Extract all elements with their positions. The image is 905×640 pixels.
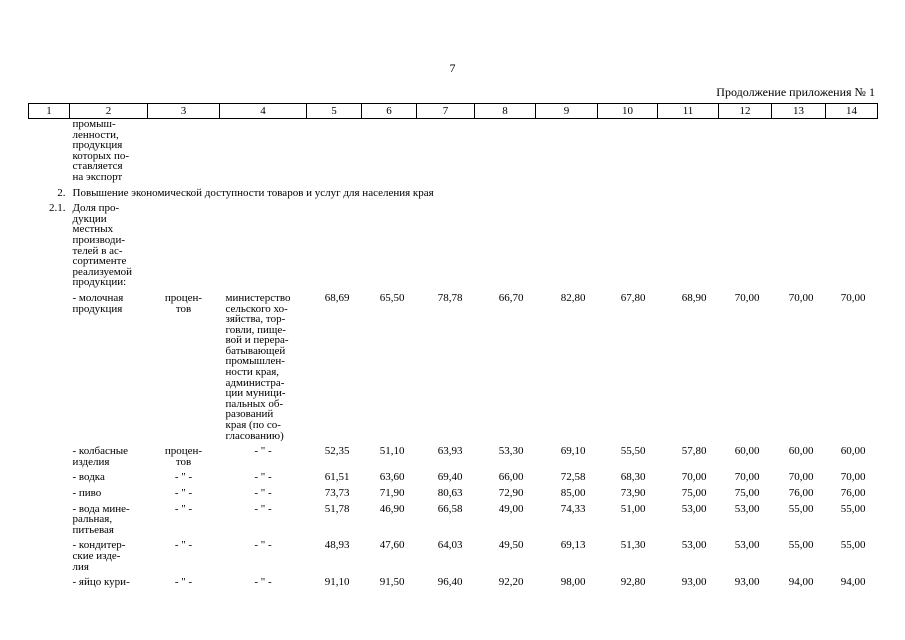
value-cell: 74,33 bbox=[560, 502, 586, 515]
column-header: 8 bbox=[475, 104, 536, 119]
column-header: 14 bbox=[826, 104, 878, 119]
value-cell: 70,00 bbox=[840, 471, 866, 484]
value-cell: 55,00 bbox=[840, 539, 866, 552]
value-cell: 60,00 bbox=[788, 445, 814, 458]
value-cell: 67,80 bbox=[620, 291, 646, 304]
value-cell: 78,78 bbox=[437, 291, 463, 304]
value-cell: 63,60 bbox=[379, 471, 405, 484]
table-row bbox=[29, 535, 878, 572]
value-cell: 73,73 bbox=[324, 487, 350, 499]
value-cell: 70,00 bbox=[734, 291, 760, 304]
subsection-row bbox=[29, 198, 878, 288]
column-header: 13 bbox=[772, 104, 826, 119]
value-cell: 98,00 bbox=[560, 576, 586, 589]
value-cell: 70,00 bbox=[681, 471, 707, 484]
table-row bbox=[29, 467, 878, 483]
value-cell: 70,00 bbox=[840, 291, 866, 304]
section-title: Повышение экономической доступности товаров и услуг для населения края bbox=[72, 186, 434, 199]
value-cell: 68,90 bbox=[681, 291, 707, 304]
value-cell: 66,70 bbox=[498, 291, 524, 304]
value-cell: 68,69 bbox=[324, 291, 350, 304]
value-cell: 92,80 bbox=[620, 576, 646, 589]
value-cell: 51,30 bbox=[620, 539, 646, 552]
value-cell: 70,00 bbox=[788, 471, 814, 484]
responsible-cell: - " - bbox=[254, 487, 272, 499]
column-header: 4 bbox=[220, 104, 307, 119]
value-cell: 51,00 bbox=[620, 502, 646, 515]
value-cell: 76,00 bbox=[788, 487, 814, 499]
table-row bbox=[29, 499, 878, 536]
value-cell: 93,00 bbox=[681, 576, 707, 589]
value-cell: 52,35 bbox=[324, 445, 350, 458]
row-number bbox=[29, 499, 70, 536]
value-cell: 75,00 bbox=[681, 487, 707, 499]
value-cell: 76,00 bbox=[840, 487, 866, 499]
row-number bbox=[29, 288, 70, 441]
unit-cell: процен- тов bbox=[164, 445, 203, 468]
value-cell: 53,30 bbox=[498, 445, 524, 458]
value-cell: 73,90 bbox=[620, 487, 646, 499]
section-number: 2. bbox=[57, 186, 66, 199]
value-cell: 92,20 bbox=[498, 576, 524, 589]
value-cell: 60,00 bbox=[734, 445, 760, 458]
column-header: 12 bbox=[719, 104, 772, 119]
value-cell: 49,50 bbox=[498, 539, 524, 552]
column-header: 2 bbox=[70, 104, 148, 119]
value-cell: 75,00 bbox=[734, 487, 760, 499]
value-cell: 66,58 bbox=[437, 502, 463, 515]
value-cell: 70,00 bbox=[788, 291, 814, 304]
intro-fragment-row bbox=[29, 119, 878, 183]
responsible-cell: - " - bbox=[254, 576, 272, 589]
column-header: 7 bbox=[417, 104, 475, 119]
column-header: 5 bbox=[307, 104, 362, 119]
column-header: 6 bbox=[362, 104, 417, 119]
value-cell: 64,03 bbox=[437, 539, 463, 552]
row-number bbox=[29, 467, 70, 483]
value-cell: 53,00 bbox=[734, 539, 760, 552]
value-cell: 46,90 bbox=[379, 502, 405, 515]
value-cell: 72,58 bbox=[560, 471, 586, 484]
unit-cell: - " - bbox=[174, 487, 193, 499]
continuation-label: Продолжение приложения № 1 bbox=[716, 85, 875, 99]
unit-cell: - " - bbox=[174, 539, 193, 552]
table-row bbox=[29, 483, 878, 499]
column-header: 1 bbox=[29, 104, 70, 119]
row-number bbox=[29, 535, 70, 572]
value-cell: 82,80 bbox=[560, 291, 586, 304]
column-header: 10 bbox=[598, 104, 658, 119]
table-row bbox=[29, 288, 878, 441]
value-cell: 47,60 bbox=[379, 539, 405, 552]
unit-cell: процен- тов bbox=[164, 291, 203, 315]
value-cell: 55,00 bbox=[788, 502, 814, 515]
value-cell: 69,40 bbox=[437, 471, 463, 484]
value-cell: 49,00 bbox=[498, 502, 524, 515]
value-cell: 53,00 bbox=[681, 539, 707, 552]
indicator-name: - вода мине- ральная, питьевая bbox=[72, 502, 130, 536]
value-cell: 94,00 bbox=[788, 576, 814, 589]
value-cell: 65,50 bbox=[379, 291, 405, 304]
value-cell: 51,10 bbox=[379, 445, 405, 458]
value-cell: 85,00 bbox=[560, 487, 586, 499]
intro-fragment: промыш- ленности, продукция которых по- ставляется на экспорт bbox=[72, 118, 129, 183]
unit-cell: - " - bbox=[174, 576, 193, 589]
responsible-cell: - " - bbox=[254, 471, 272, 484]
value-cell: 55,00 bbox=[788, 539, 814, 552]
value-cell: 53,00 bbox=[681, 502, 707, 515]
row-number bbox=[29, 572, 70, 588]
value-cell: 80,63 bbox=[437, 487, 463, 499]
value-cell: 57,80 bbox=[681, 445, 707, 458]
value-cell: 91,10 bbox=[324, 576, 350, 589]
indicator-name: - водка bbox=[72, 471, 105, 484]
row-number bbox=[29, 483, 70, 499]
value-cell: 48,93 bbox=[324, 539, 350, 552]
responsible-cell: - " - bbox=[254, 502, 272, 515]
value-cell: 63,93 bbox=[437, 445, 463, 458]
value-cell: 72,90 bbox=[498, 487, 524, 499]
indicator-name: - кондитер- ские изде- лия bbox=[72, 539, 126, 573]
indicator-name: - яйцо кури- bbox=[72, 576, 130, 589]
column-header: 3 bbox=[148, 104, 220, 119]
row-number bbox=[29, 441, 70, 467]
unit-cell: - " - bbox=[174, 502, 193, 515]
unit-cell: - " - bbox=[174, 471, 193, 484]
table-row bbox=[29, 572, 878, 588]
value-cell: 93,00 bbox=[734, 576, 760, 589]
section-row bbox=[29, 183, 878, 199]
value-cell: 69,10 bbox=[560, 445, 586, 458]
subsection-title: Доля про- дукции местных производи- телей в ас- сортименте реализуемой продукции: bbox=[72, 202, 133, 289]
responsible-cell: - " - bbox=[254, 445, 272, 458]
value-cell: 71,90 bbox=[379, 487, 405, 499]
value-cell: 96,40 bbox=[437, 576, 463, 589]
value-cell: 51,78 bbox=[324, 502, 350, 515]
page-number: 7 bbox=[449, 61, 456, 75]
responsible-cell: министерство сельского хо- зяйства, тор- говли, пище- вой и перера- батывающей промышлен- ности края, администра- ции муници- пальных об- разований края (по со- гласованию) bbox=[225, 291, 291, 442]
value-cell: 53,00 bbox=[734, 502, 760, 515]
value-cell: 66,00 bbox=[498, 471, 524, 484]
value-cell: 60,00 bbox=[840, 445, 866, 458]
indicator-name: - молочная продукция bbox=[72, 291, 124, 315]
value-cell: 68,30 bbox=[620, 471, 646, 484]
column-header-row bbox=[29, 104, 878, 119]
responsible-cell: - " - bbox=[254, 539, 272, 552]
indicators-table bbox=[28, 103, 878, 588]
indicator-name: - пиво bbox=[72, 487, 102, 499]
subsection-number: 2.1. bbox=[49, 202, 66, 215]
value-cell: 55,50 bbox=[620, 445, 646, 458]
column-header: 9 bbox=[536, 104, 598, 119]
value-cell: 70,00 bbox=[734, 471, 760, 484]
value-cell: 69,13 bbox=[560, 539, 586, 552]
value-cell: 61,51 bbox=[324, 471, 350, 484]
indicator-name: - колбасные изделия bbox=[72, 445, 129, 468]
column-header: 11 bbox=[658, 104, 719, 119]
value-cell: 94,00 bbox=[840, 576, 866, 589]
value-cell: 55,00 bbox=[840, 502, 866, 515]
table-row bbox=[29, 441, 878, 467]
value-cell: 91,50 bbox=[379, 576, 405, 589]
